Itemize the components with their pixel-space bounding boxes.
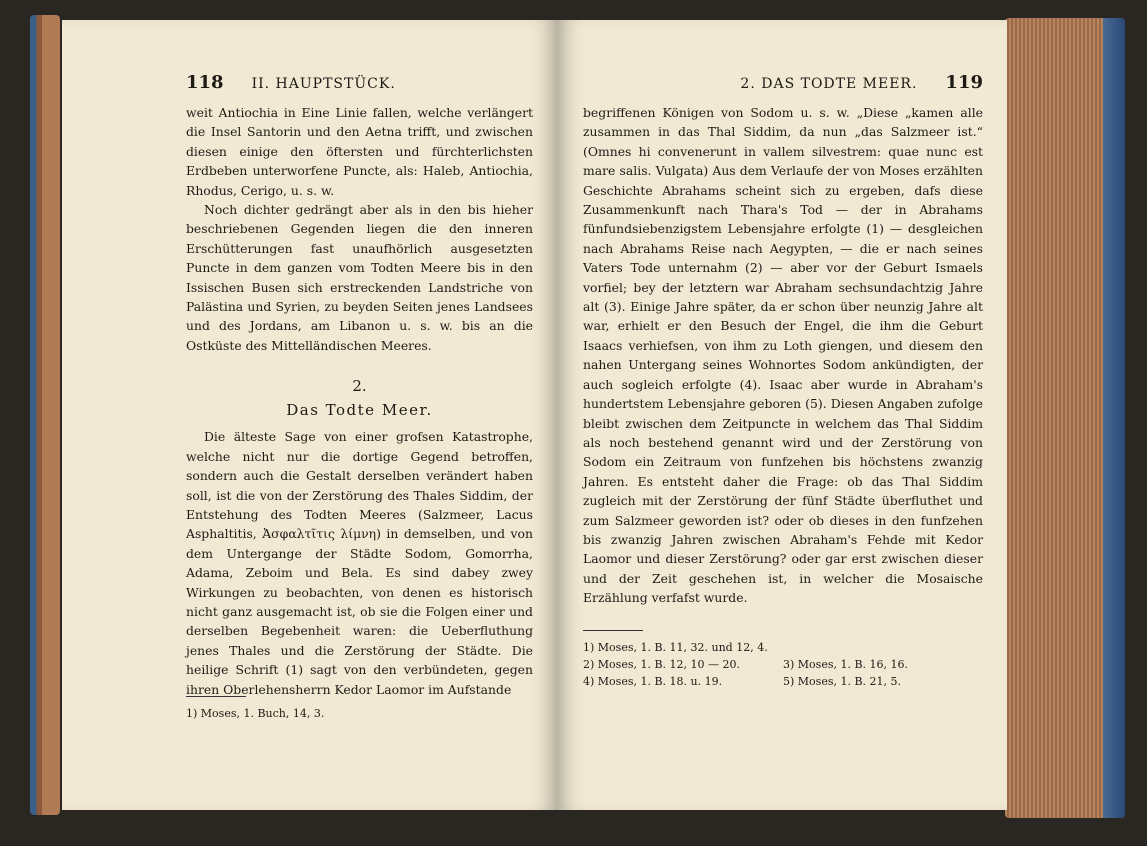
right-footnote-row-2: [583, 656, 983, 673]
right-footnote-row-3: [583, 673, 983, 690]
left-footnotes: [186, 674, 533, 722]
right-page: [557, 20, 1007, 810]
left-page-header: [186, 72, 533, 93]
left-running-title: II. HAUPTSTÜCK.: [251, 76, 396, 92]
right-footnote-2: 2) Moses, 1. B. 12, 10 — 20.: [583, 657, 741, 671]
footnote-rule: [186, 696, 246, 697]
left-paragraph-3: Die älteste Sage von einer grofsen Katastrophe, welche nicht nur die dortige Gegend betroffen, sondern auch die Gestalt derselben verändert haben soll, ist die von der Zerstörung des Thales Siddim, der Entstehung des Todten Meeres (Salzmeer, Lacus Asphaltitis, Ἀσφαλτῖτις λίμνη) in demselben, und von dem Untergange der Städte Sodom, Gomorrha, Adama, Zeboim und Bela. Es sind dabey zwey Wirkungen zu beobachten, von denen es historisch nicht ganz ausgemacht ist, ob sie die Folgen einer und derselben Begebenheit waren: die Ueberfluthung jenes Thales und die Zerstörung der Städte. Die heilige Schrift (1) sagt von den verbündeten, gegen ihren Oberlehensherrn Kedor Laomor im Aufstande: [186, 429, 533, 697]
left-paragraph-2: Noch dichter gedrängt aber als in den bis hieher beschriebenen Gegenden liegen die den inneren Erschütterungen fast unaufhörlich ausgesetzten Puncte in dem ganzen vom Todten Meere bis in den Issischen Busen sich erstreckenden Landstriche von Palästina und Syrien, zu beyden Seiten jenes Landsees und des Jordans, am Libanon u. s. w. bis an die Ostküste des Mittelländischen Meeres.: [186, 202, 533, 353]
right-page-header: [583, 72, 983, 93]
footnote-rule: [583, 630, 643, 631]
right-footnote-5: 5) Moses, 1. B. 21, 5.: [783, 674, 902, 688]
left-page: [62, 20, 557, 810]
left-paragraph-1: weit Antiochia in Eine Linie fallen, welche verlängert die Insel Santorin und den Aetna trifft, und zwischen diesen einige den öftersten und fürchterlichsten Erdbeben unterworfene Puncte, als: Haleb, Antiochia, Rhodus, Cerigo, u. s. w.: [186, 105, 533, 198]
right-footnote-3: 3) Moses, 1. B. 16, 16.: [783, 657, 909, 671]
right-footnote-4: 4) Moses, 1. B. 18. u. 19.: [583, 674, 723, 688]
right-paragraph-1: begriffenen Königen von Sodom u. s. w. „Diese „kamen alle zusammen in das Thal Siddim, da nun „das Salzmeer ist.“ (Omnes hi convenerunt in vallem silvestrem: quae nunc est mare salis. Vulgata) Aus dem Verlaufe der von Moses erzählten Geschichte Abrahams scheint sich zu ergeben, dafs diese Zusammenkunft nach Thara's Tod — der in Abrahams fünfundsiebenzigstem Lebensjahre erfolgte (1) — desgleichen nach Abrahams Reise nach Aegypten, — die er nach seines Vaters Tode unternahm (2) — aber vor der Geburt Ismaels vorfiel; bey der letztern war Abraham sechsundachtzig Jahre alt (3). Einige Jahre später, da er schon über neunzig Jahre alt war, erhielt er den Besuch der Engel, die ihm die Geburt Isaacs verhiefsen, von ihm zu Loth giengen, und diesem den nahen Untergang seines Wohnortes Sodom ankündigten, der auch sogleich erfolgte (4). Isaac aber wurde in Abraham's hundertstem Lebensjahre geboren (5). Diesen Angaben zufolge bleibt zwischen dem Zeitpuncte in welchem das Thal Siddim als noch bestehend genannt wird und der Zerstörung von Sodom ein Zeitraum von funfzehen bis höchstens zwanzig Jahren. Es entsteht daher die Frage: ob das Thal Siddim zugleich mit der Zerstörung der fünf Städte überfluthet und zum Salzmeer geworden ist? oder ob dieses in den funfzehen bis zwanzig Jahren zwischen Abraham's Fehde mit Kedor Laomor und dieser Zerstörung? oder gar erst zwischen dieser und der Zeit geschehen ist, in welcher die Mosaische Erzählung verfafst wurde.: [583, 105, 983, 606]
section-number: 2.: [352, 377, 367, 396]
book-edge-left: [30, 15, 60, 815]
section-title: Das Todte Meer.: [286, 401, 433, 420]
right-footnote-1: 1) Moses, 1. B. 11, 32. und 12, 4.: [583, 640, 768, 654]
left-page-number: 118: [186, 72, 224, 93]
right-running-title: 2. DAS TODTE MEER.: [740, 76, 918, 92]
right-page-number: 119: [945, 72, 983, 93]
book-edge-right: [1005, 18, 1125, 818]
left-footnote-1: 1) Moses, 1. Buch, 14, 3.: [186, 707, 325, 720]
